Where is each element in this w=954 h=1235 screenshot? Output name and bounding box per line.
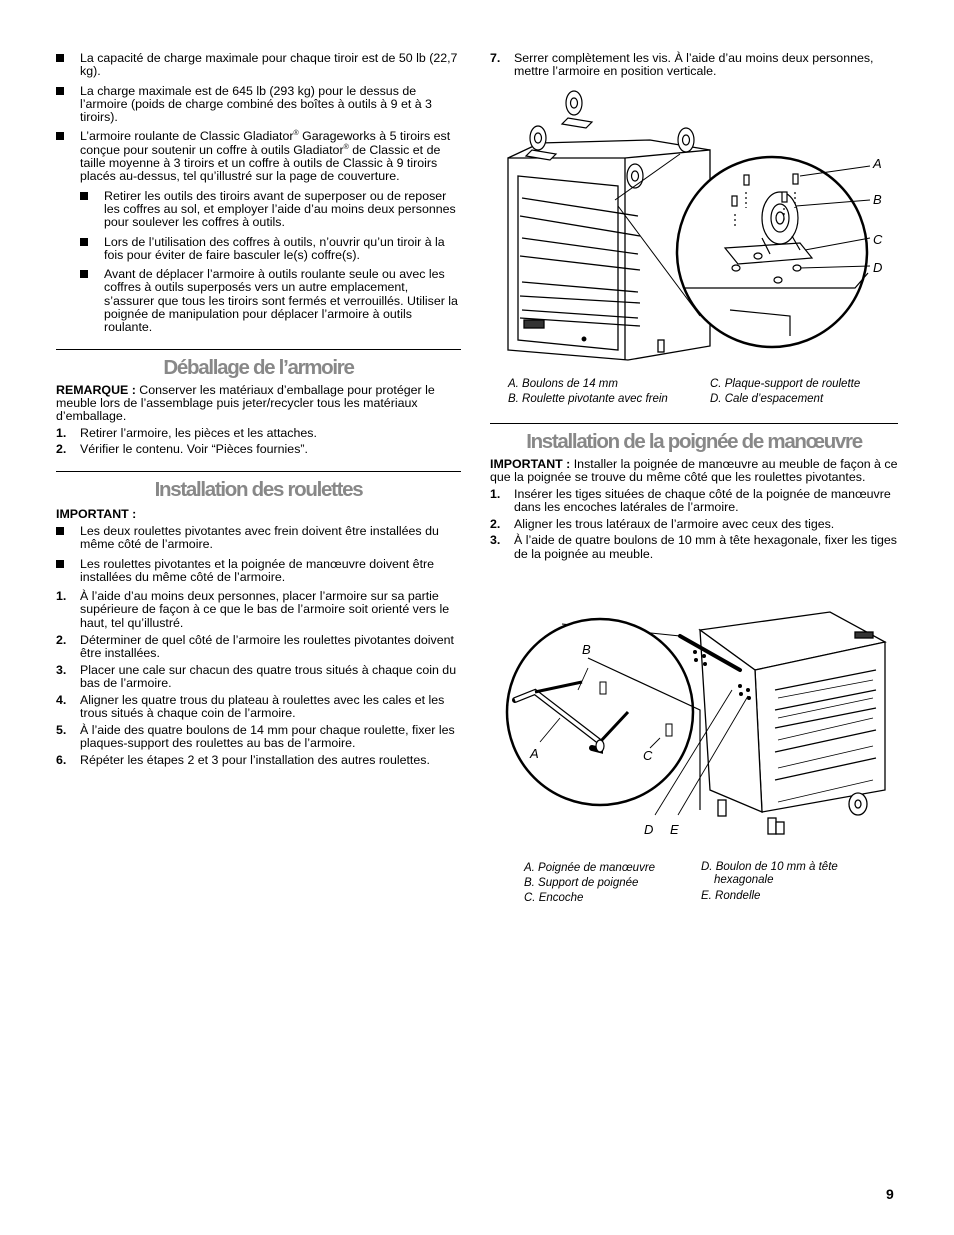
label-e: E [670,822,679,837]
right-column-top [490,52,898,82]
numbered-step: 3. Placer une cale sur chacun des quatre trous situés à chaque coin du bas de l’armoire. [56,662,457,690]
numbered-step: 7. Serrer complètement les vis. À l’aide d’au moins deux personnes, mettre l’armoire en position verticale. [490,51,874,79]
sub-bullet-item: Avant de déplacer l’armoire à outils roulante seule ou avec les coffres à outils superposés vers un autre emplacement, s’assurer que tous les tiroirs sont fermés et verrouillés. Utiliser la poignée de manipulation pour déplacer l’armoire à outils roulante. [80,268,461,334]
bullet-square-icon [80,270,88,278]
numbered-step: 4. Aligner les quatre trous du plateau à roulettes avec les cales et les trous situés à chaque coin de l’armoire. [56,692,445,720]
numbered-step: 6. Répéter les étapes 2 et 3 pour l’installation des autres roulettes. [56,752,430,767]
fig1-caption-col2: C. Plaque-support de roulette D. Cale d’espacement [710,378,861,405]
bullet-square-icon [80,192,88,200]
fig1-caption-col1: A. Boulons de 14 mm B. Roulette pivotante avec frein [508,378,668,405]
fig2-caption-col1: A. Poignée de manœuvre B. Support de poignée C. Encoche [524,862,656,904]
label-c: C [643,748,653,763]
caster-installation-figure [500,88,898,378]
numbered-step: 3. À l’aide de quatre boulons de 10 mm à tête hexagonale, fixer les tiges de la poignée au meuble. [490,533,897,561]
label-a: A [873,156,882,171]
sub-bullet-item: Lors de l’utilisation des coffres à outils, n’ouvrir qu’un tiroir à la fois pour éviter de faire basculer le(s) coffre(s). [80,236,461,263]
sub-bullet-item: Retirer les outils des tiroirs avant de superposer ou de reposer les coffres au sol, et employer l’aide d’au moins deux personnes pour soulever les coffres à outils. [80,190,461,230]
numbered-step: 2. Aligner les trous latéraux de l’armoire avec ceux des tiges. [490,516,835,531]
handle-heading: Installation de la poignée de manœuvre [526,430,862,453]
numbered-step: 1. À l’aide d’au moins deux personnes, placer l’armoire sur sa partie supérieure de façon à ce que le bas de l’armoire soit orienté vers le haut, tel qu’illustré. [56,589,450,630]
note-paragraph: REMARQUE : Conserver les matériaux d’emballage pour protéger le meuble lors de l’assemblage puis jeter/recycler tous les matériaux d’emballage. [56,382,435,424]
bullet-square-icon [56,54,64,62]
label-a: A [530,746,539,761]
label-d: D [873,260,883,275]
bullet-item: Les deux roulettes pivotantes avec frein doivent être installées du même côté de l’armoire. [56,525,461,552]
label-b: B [873,192,882,207]
label-c: C [873,232,883,247]
bullet-item: La charge maximale est de 645 lb (293 kg) pour le dessus de l’armoire (poids de charge combiné des boîtes à outils à 9 et à 3 tiroirs). [56,85,461,125]
casters-heading: Installation des roulettes [154,477,363,501]
cabinet-drawing [680,612,885,834]
fig2-caption-col2: D. Boulon de 10 mm à tête hexagonale E. Rondelle [701,861,838,902]
important-label: IMPORTANT : [56,506,137,521]
section-divider [56,349,461,350]
bullet-square-icon [56,527,64,535]
section-divider [56,471,461,472]
bullet-item: L’armoire roulante de Classic Gladiator® Garageworks à 5 tiroirs est conçue pour soutenir un coffre à outils Gladiator® de Classic et de taille moyenne à 3 tiroirs et un coffre à outils de Classic à 9 tiroirs placés au-dessus, tel qu’illustré sur la page de couverture. [56,130,461,183]
section-divider [490,423,898,424]
bullet-square-icon [56,87,64,95]
numbered-step: 2. Vérifier le contenu. Voir “Pièces fournies”. [56,442,308,457]
handle-installation-figure [500,600,898,840]
right-column-handle [490,420,898,565]
numbered-step: 1. Insérer les tiges situées de chaque côté de la poignée de manœuvre dans les encoches latérales de l’armoire. [490,486,891,514]
bullet-item: Les roulettes pivotantes et la poignée de manœuvre doivent être installées du même côté de l’armoire. [56,558,461,585]
label-b: B [582,642,591,657]
bullet-square-icon [56,560,64,568]
bullet-square-icon [56,132,64,140]
left-column [56,52,461,771]
important-paragraph: IMPORTANT : Installer la poignée de manœuvre au meuble de façon à ce que la poignée se trouve du même côté que les roulettes pivotantes. [490,457,898,485]
page-number: 9 [886,1186,894,1202]
numbered-step: 1. Retirer l’armoire, les pièces et les attaches. [56,425,317,440]
bullet-item: La capacité de charge maximale pour chaque tiroir est de 50 lb (22,7 kg). [56,52,461,79]
label-d: D [644,822,654,837]
bullet-square-icon [80,238,88,246]
numbered-step: 2. Déterminer de quel côté de l’armoire les roulettes pivotantes doivent être installées. [56,632,454,660]
detail-magnifier [507,619,700,810]
unpack-heading: Déballage de l’armoire [163,355,354,379]
numbered-step: 5. À l’aide des quatre boulons de 14 mm pour chaque roulette, fixer les plaques-support des roulettes au bas de l’armoire. [56,722,455,751]
